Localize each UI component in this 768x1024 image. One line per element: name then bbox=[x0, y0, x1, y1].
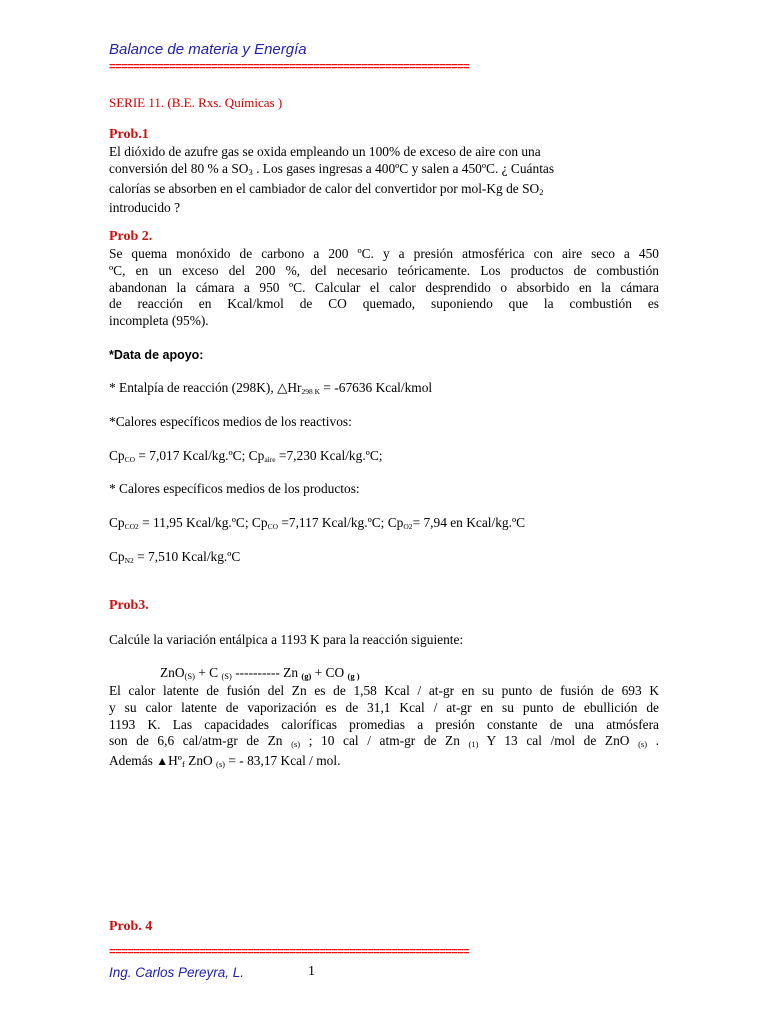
prob2-text bbox=[109, 246, 659, 330]
prob1-line1: El dióxido de azufre gas se oxida empleando un 100% de exceso de aire con una bbox=[109, 144, 541, 159]
products-cp-line: CpCO2 = 11,95 Kcal/kg.ºC; CpCO =7,117 Kcal/kg.ºC; CpO2= 7,94 en Kcal/kg.ºC bbox=[109, 515, 526, 531]
prob1-line3: calorías se absorben en el cambiador de calor del convertidor por mol-Kg de $SO_2$ bbox=[109, 180, 544, 197]
prob3-line2: y su calor latente de vaporización es de 31,1 Kcal / at-gr en su punto de ebullición de bbox=[109, 699, 659, 715]
prob2-line5: incompleta (95%). bbox=[109, 313, 209, 329]
prob3-intro: Calcúle la variación entálpica a 1193 K para la reacción siguiente: bbox=[109, 632, 464, 647]
header-rule: ============================================================ bbox=[109, 62, 470, 74]
footer-author: Ing. Carlos Pereyra, L. bbox=[109, 965, 245, 980]
serie-title: SERIE 11. (B.E. Rxs. Químicas ) bbox=[109, 95, 283, 110]
prob2-line4: de reacción en Kcal/kmol de CO quemado, suponiendo que la combustión es bbox=[109, 296, 659, 312]
prob2-line2: ºC, en un exceso del 200 %, del necesario teóricamente. Los productos de combustión bbox=[109, 262, 659, 278]
triangle-symbol: ▲ bbox=[156, 754, 169, 769]
prob3-line1: El calor latente de fusión del Zn es de 1,58 Kcal / at-gr en su punto de fusión de 693 K bbox=[109, 683, 659, 698]
prob4-title: Prob. 4 bbox=[109, 919, 153, 934]
prob2-line1: Se quema monóxido de carbono a 200 ºC. y a presión atmosférica con aire seco a 450 bbox=[109, 246, 659, 261]
header-title: Balance de materia y Energía bbox=[109, 41, 307, 58]
products-title: * Calores específicos medios de los productos: bbox=[109, 481, 360, 496]
prob3-line5: Además ▲Hº$_f$ ZnO $_{(s)}$ = - 83,17 Kcal / mol. bbox=[109, 753, 341, 770]
footer-rule: ============================================================ bbox=[109, 947, 470, 959]
reaction-equation: ZnO$_{(S)}$ + C $_{(S)}$ ---------- Zn $_{(g)}$ + CO $_{(g )}$ bbox=[160, 665, 360, 681]
prob3-line3: 1193 K. Las capacidades caloríficas promedias a presión constante de una atmósfera bbox=[109, 716, 659, 732]
reactants-title: *Calores específicos medios de los reactivos: bbox=[109, 414, 352, 429]
support-title: *Data de apoyo: bbox=[109, 348, 204, 362]
enthalpy-line: * Entalpía de reacción (298K), △Hr298 K = -67636 Kcal/kmol bbox=[109, 380, 433, 396]
prob1-text bbox=[109, 144, 659, 217]
prob1-line2: conversión del 80 % a $SO_3$ . Los gases ingresas a 400ºC y salen a 450ºC. ¿ Cuántas bbox=[109, 160, 555, 177]
n2-cp-line: CpN2 = 7,510 Kcal/kg.ºC bbox=[109, 549, 241, 565]
prob3-text bbox=[109, 683, 659, 773]
reactants-cp-line: CpCO = 7,017 Kcal/kg.ºC; Cpaire =7,230 Kcal/kg.ºC; bbox=[109, 448, 383, 464]
prob3-title: Prob3. bbox=[109, 598, 149, 613]
delta-symbol: △ bbox=[277, 380, 288, 395]
prob1-title: Prob.1 bbox=[109, 127, 149, 142]
prob1-line4: introducido ? bbox=[109, 200, 181, 216]
prob2-line3: abandonan la cámara a 950 ºC. Calcular el calor desprendido o absorbido en la cámara bbox=[109, 279, 659, 295]
page-number: 1 bbox=[308, 964, 315, 979]
prob2-title: Prob 2. bbox=[109, 229, 153, 244]
prob3-line4: son de 6,6 cal/atm-gr de Zn $_{(s)}$ ; 10 cal / atm-gr de Zn $_{(1)}$ Y 13 cal /mol de ZnO $_{(s)}$ . bbox=[109, 733, 659, 750]
